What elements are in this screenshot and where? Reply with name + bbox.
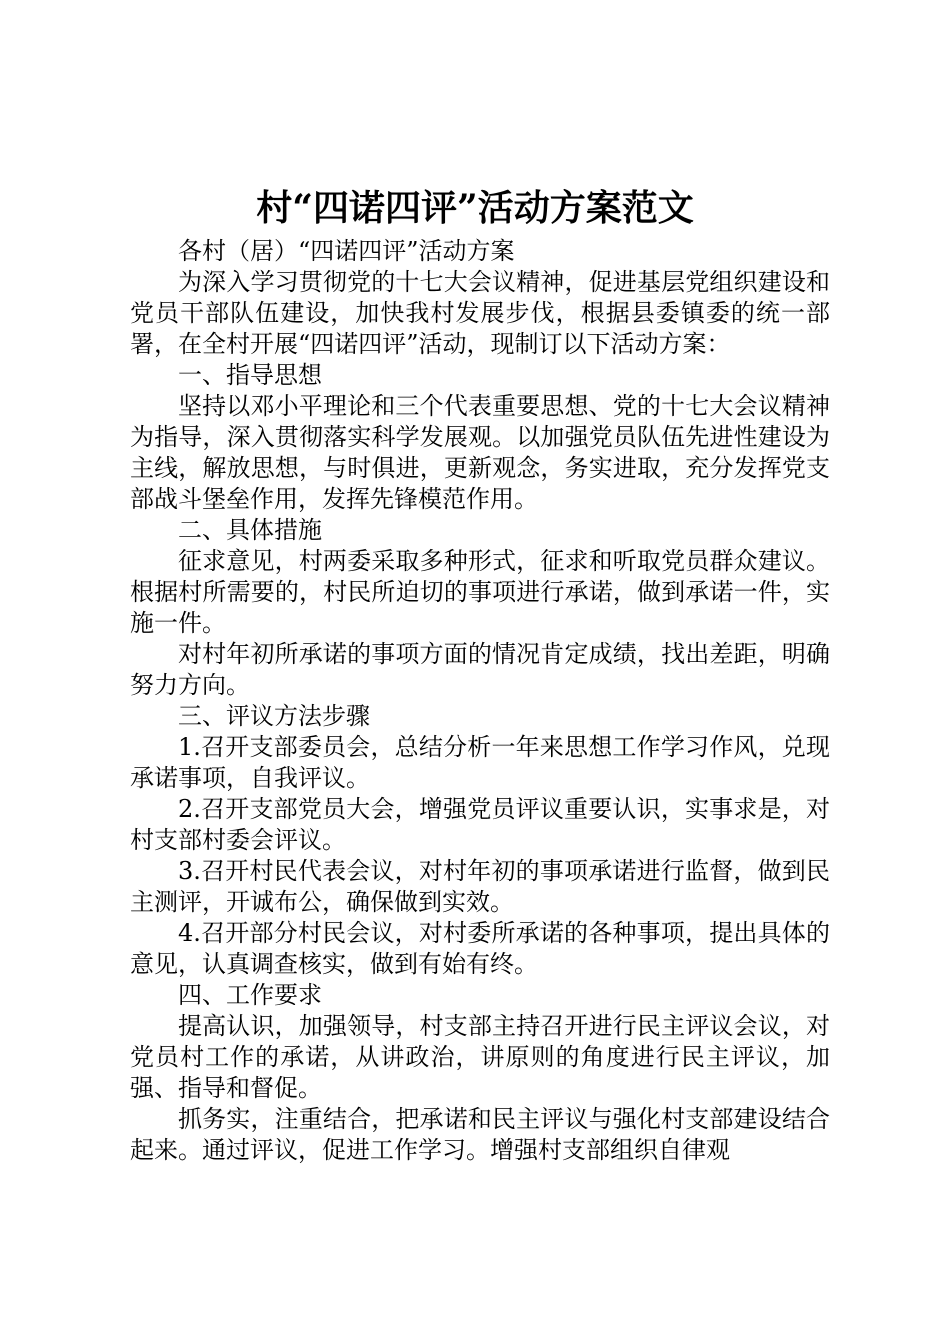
section-heading-guiding-thought: 一、指导思想 [178, 361, 322, 389]
paragraph-step-2: 2.召开支部党员大会，增强党员评议重要认识，实事求是，对村支部村委会评议。 [130, 795, 830, 854]
paragraph-requirements-2: 抓务实，注重结合，把承诺和民主评议与强化村支部建设结合起来。通过评议，促进工作学习。增强村支部组织自律观 [130, 1105, 830, 1164]
section-heading-measures: 二、具体措施 [178, 516, 322, 544]
paragraph-measures-2: 对村年初所承诺的事项方面的情况肯定成绩，找出差距，明确努力方向。 [130, 640, 830, 699]
document-body [130, 236, 830, 1166]
document-title: 村“四诺四评”活动方案范文 [256, 187, 694, 229]
paragraph-step-1: 1.召开支部委员会，总结分析一年来思想工作学习作风，兑现承诺事项，自我评议。 [130, 733, 830, 792]
section-heading-review-steps: 三、评议方法步骤 [178, 702, 370, 730]
paragraph-intro-heading: 各村（居）“四诺四评”活动方案 [178, 237, 515, 265]
section-heading-requirements: 四、工作要求 [178, 981, 322, 1009]
paragraph-intro: 为深入学习贯彻党的十七大会议精神，促进基层党组织建设和党员干部队伍建设，加快我村发展步伐，根据县委镇委的统一部署，在全村开展“四诺四评”活动，现制订以下活动方案： [130, 268, 830, 358]
paragraph-measures-1: 征求意见，村两委采取多种形式，征求和听取党员群众建议。根据村所需要的，村民所迫切的事项进行承诺，做到承诺一件，实施一件。 [130, 547, 830, 637]
paragraph-step-4: 4.召开部分村民会议，对村委所承诺的各种事项，提出具体的意见，认真调查核实，做到有始有终。 [130, 919, 830, 978]
paragraph-requirements-1: 提高认识，加强领导，村支部主持召开进行民主评议会议，对党员村工作的承诺，从讲政治，讲原则的角度进行民主评议，加强、指导和督促。 [130, 1012, 830, 1102]
paragraph-guiding-thought: 坚持以邓小平理论和三个代表重要思想、党的十七大会议精神为指导，深入贯彻落实科学发展观。以加强党员队伍先进性建设为主线，解放思想，与时俱进，更新观念，务实进取，充分发挥党支部战斗堡垒作用，发挥先锋模范作用。 [130, 392, 830, 513]
paragraph-step-3: 3.召开村民代表会议，对村年初的事项承诺进行监督，做到民主测评，开诚布公，确保做到实效。 [130, 857, 830, 916]
